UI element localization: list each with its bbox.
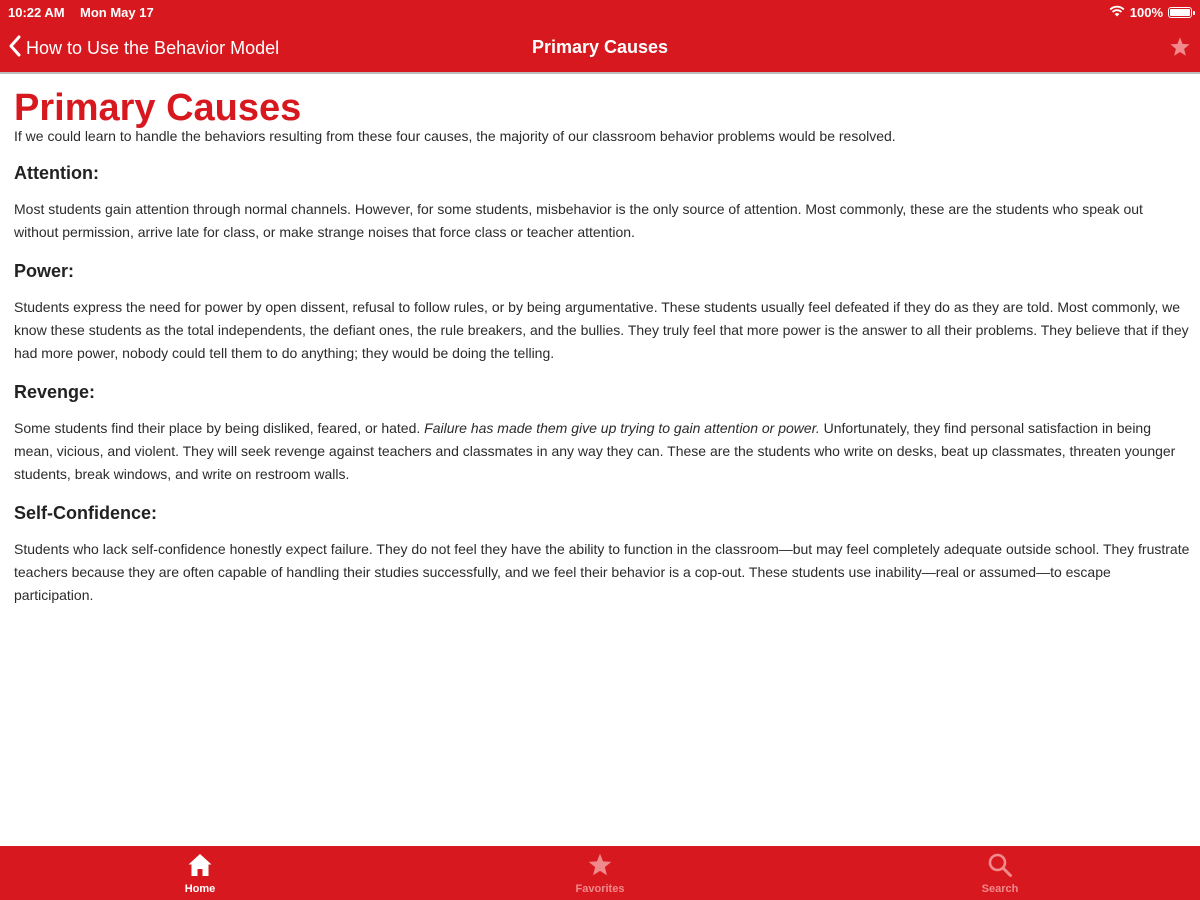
revenge-text-end: Unfortunately, they find personal satisfaction in being mean, vicious, and violent. They will seek revenge against teachers and classmates in any way they can. These are the students who write on desks, beat up classmates, threaten younger students, break windows, and write on restroom walls. — [14, 420, 1176, 482]
status-date: Mon May 17 — [80, 5, 154, 20]
tab-search-label: Search — [981, 883, 1019, 895]
battery-percent: 100% — [1129, 5, 1163, 20]
tab-home[interactable] — [140, 846, 260, 900]
tab-bar — [0, 846, 1200, 900]
revenge-text-start: Some students find their place by being disliked, feared, or hated. — [14, 420, 425, 436]
tab-favorites-label: Favorites — [575, 883, 625, 895]
chevron-left-icon — [8, 35, 22, 62]
back-button[interactable] — [8, 35, 279, 62]
section-body-self-confidence: Students who lack self-confidence honestly expect failure. They do not feel they have the ability to function in the classroom—but may feel completely adequate outside school. They frustrate teachers because they are often capable of handling their studies successfully, and we feel their behavior is a cop-out. These students use inability—real or assumed—to escape participation. — [14, 541, 1190, 603]
tab-search[interactable] — [940, 846, 1060, 900]
nav-title: Primary Causes — [531, 37, 669, 57]
battery-icon — [1168, 7, 1192, 18]
status-time: 10:22 AM — [8, 5, 65, 20]
section-heading-attention: Attention: — [14, 163, 99, 183]
section-heading-self-confidence: Self-Confidence: — [14, 503, 158, 523]
section-body-power: Students express the need for power by open dissent, refusal to follow rules, or by being argumentative. These students usually feel defeated if they do as they are told. Most commonly, we know these students as the total independents, the defiant ones, the rule breakers, and the bullies. They truly feel that more power is the answer to all their problems. They believe that if they had more power, nobody could tell them to do anything; they would be doing the telling. — [14, 299, 1189, 361]
intro-text: If we could learn to handle the behaviors resulting from these four causes, the majority of our classroom behavior problems would be resolved. — [14, 128, 896, 144]
nav-divider — [0, 72, 1200, 74]
article-content — [14, 86, 1190, 607]
favorite-button[interactable] — [1169, 36, 1191, 63]
section-heading-revenge: Revenge: — [14, 382, 96, 402]
page-title: Primary Causes — [14, 87, 302, 129]
tab-home-label: Home — [184, 883, 216, 895]
status-bar — [0, 0, 1200, 24]
revenge-text-italic: Failure has made them give up trying to gain attention or power. — [424, 420, 820, 436]
section-body-revenge — [14, 417, 1190, 486]
star-icon — [1169, 45, 1191, 62]
tab-favorites[interactable] — [540, 846, 660, 900]
status-right — [1109, 5, 1192, 20]
search-icon — [987, 852, 1013, 883]
section-body-attention: Most students gain attention through normal channels. However, for some students, misbehavior is the only source of attention. Most commonly, these are the students who speak out without permission, arrive late for class, or make strange noises that force class or teacher attention. — [14, 201, 1143, 240]
home-icon — [187, 852, 213, 883]
back-button-label: How to Use the Behavior Model — [26, 38, 280, 58]
navigation-bar — [0, 24, 1200, 72]
star-icon — [587, 852, 613, 883]
section-heading-power: Power: — [14, 261, 75, 281]
wifi-icon — [1109, 5, 1125, 20]
